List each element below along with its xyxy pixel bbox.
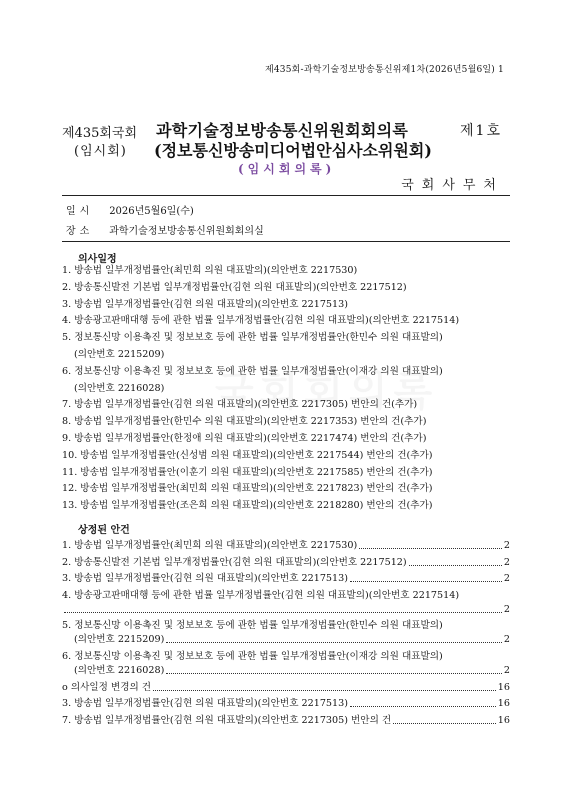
toc-text: 5. 정보통신망 이용촉진 및 정보보호 등에 관한 법률 일부개정법률안(한민수 의원 대표발의) <box>62 620 443 632</box>
toc-item[interactable] <box>62 619 510 647</box>
toc-page: 16 <box>497 698 510 710</box>
agenda-item: 2. 방송통신발전 기본법 일부개정법률안(김현 의원 대표발의)(의안번호 2217512) <box>62 281 407 293</box>
leader-dots <box>166 633 502 643</box>
agenda-item-cont: (의안번호 2216028) <box>74 382 165 394</box>
toc-page: 2 <box>503 603 510 615</box>
agenda-item: 10. 방송법 일부개정법률안(신성범 의원 대표발의)(의안번호 2217544) 번안의 건(추가) <box>62 449 433 461</box>
toc-item[interactable] <box>62 697 510 711</box>
date-value: 2026년5월6일(수) <box>109 206 194 217</box>
toc-page: 2 <box>503 664 510 676</box>
leader-dots <box>166 664 502 674</box>
toc-text: 3. 방송법 일부개정법률안(김현 의원 대표발의)(의안번호 2217513) <box>62 698 348 710</box>
agenda-heading: 의사일정 <box>78 254 117 265</box>
toc-text: 4. 방송광고판매대행 등에 관한 법률 일부개정법률안(김현 의원 대표발의)(의안번호 2217514) <box>62 589 460 601</box>
agenda-item: 8. 방송법 일부개정법률안(한민수 의원 대표발의)(의안번호 2217353) 번안의 건(추가) <box>62 416 427 428</box>
meeting-place <box>66 222 264 237</box>
agenda-item: 1. 방송법 일부개정법률안(최민희 의원 대표발의)(의안번호 2217530) <box>62 265 358 276</box>
agenda-item: 4. 방송광고판매대행 등에 관한 법률 일부개정법률안(김현 의원 대표발의)(의안번호 2217514) <box>62 315 460 327</box>
toc-item[interactable] <box>62 539 510 553</box>
agenda-item: 5. 정보통신망 이용촉진 및 정보보호 등에 관한 법률 일부개정법률안(한민수 의원 대표발의) <box>62 332 443 344</box>
divider-top <box>62 195 510 196</box>
toc-item[interactable] <box>62 681 510 695</box>
place-label: 장소 <box>66 226 94 237</box>
agenda-item: 13. 방송법 일부개정법률안(조은희 의원 대표발의)(의안번호 2218280) 번안의 건(추가) <box>62 500 433 512</box>
leader-dots <box>409 556 502 566</box>
toc-page: 16 <box>497 681 510 693</box>
toc-page: 16 <box>497 714 510 726</box>
leader-dots <box>393 714 496 724</box>
agenda-item: 6. 정보통신망 이용촉진 및 정보보호 등에 관한 법률 일부개정법률안(이재강 의원 대표발의) <box>62 365 443 377</box>
session-label: 제435회국회 <box>62 126 138 141</box>
toc-text: o 의사일정 변경의 건 <box>62 681 152 693</box>
leader-dots <box>359 539 502 549</box>
toc-list <box>62 539 510 730</box>
agenda-item: 3. 방송법 일부개정법률안(김현 의원 대표발의)(의안번호 2217513) <box>62 298 348 310</box>
record-number: 제1호 <box>460 123 502 139</box>
agenda-item: 9. 방송법 일부개정법률안(한정애 의원 대표발의)(의안번호 2217474) 번안의 건(추가) <box>62 432 427 444</box>
toc-item[interactable] <box>62 650 510 678</box>
toc-text: 1. 방송법 일부개정법률안(최민희 의원 대표발의)(의안번호 2217530) <box>62 540 358 551</box>
toc-item[interactable] <box>62 556 510 570</box>
toc-text-cont: (의안번호 2215209) <box>74 634 165 646</box>
toc-page: 2 <box>503 556 510 568</box>
agenda-item: 12. 방송법 일부개정법률안(최민희 의원 대표발의)(의안번호 2217823) 번안의 건(추가) <box>62 483 433 495</box>
place-value: 과학기술정보방송통신위원회회의실 <box>109 226 264 237</box>
leader-dots <box>64 603 502 613</box>
divider-bottom <box>62 241 510 242</box>
date-label: 일시 <box>66 206 94 217</box>
leader-dots <box>350 572 502 582</box>
interim-record-label: (임시회의록) <box>238 162 336 176</box>
toc-item[interactable] <box>62 714 510 728</box>
agenda-item: 7. 방송법 일부개정법률안(김현 의원 대표발의)(의안번호 2217305) 번안의 건(추가) <box>62 399 418 411</box>
committee-title: 과학기술정보방송통신위원회회의록 <box>156 121 409 140</box>
agenda-item-cont: (의안번호 2215209) <box>74 348 165 360</box>
toc-text: 6. 정보통신망 이용촉진 및 정보보호 등에 관한 법률 일부개정법률안(이재강 의원 대표발의) <box>62 650 443 662</box>
toc-text-cont: (의안번호 2216028) <box>74 664 165 676</box>
session-type: (임시회) <box>74 144 127 159</box>
toc-text: 2. 방송통신발전 기본법 일부개정법률안(김현 의원 대표발의)(의안번호 2217512) <box>62 556 407 568</box>
toc-item[interactable] <box>62 572 510 586</box>
toc-page: 2 <box>503 540 510 551</box>
office-name: 국회사무처 <box>401 178 504 193</box>
leader-dots <box>153 681 496 691</box>
meeting-date <box>66 202 194 217</box>
leader-dots <box>350 697 496 707</box>
running-header: 제435회-과학기술정보방송통신위제1차(2026년5월6일) 1 <box>264 65 504 75</box>
toc-page: 2 <box>503 634 510 646</box>
toc-text: 7. 방송법 일부개정법률안(김현 의원 대표발의)(의안번호 2217305) 번안의 건 <box>62 714 392 726</box>
toc-text: 3. 방송법 일부개정법률안(김현 의원 대표발의)(의안번호 2217513) <box>62 573 348 585</box>
agenda-item: 11. 방송법 일부개정법률안(이훈기 의원 대표발의)(의안번호 2217585) 번안의 건(추가) <box>62 466 433 478</box>
toc-page: 2 <box>503 573 510 585</box>
agenda-list <box>62 264 510 516</box>
items-heading: 상정된 안건 <box>78 525 130 536</box>
subcommittee-title: (정보통신방송미디어법안심사소위원회) <box>154 141 432 160</box>
toc-item[interactable] <box>62 589 510 617</box>
